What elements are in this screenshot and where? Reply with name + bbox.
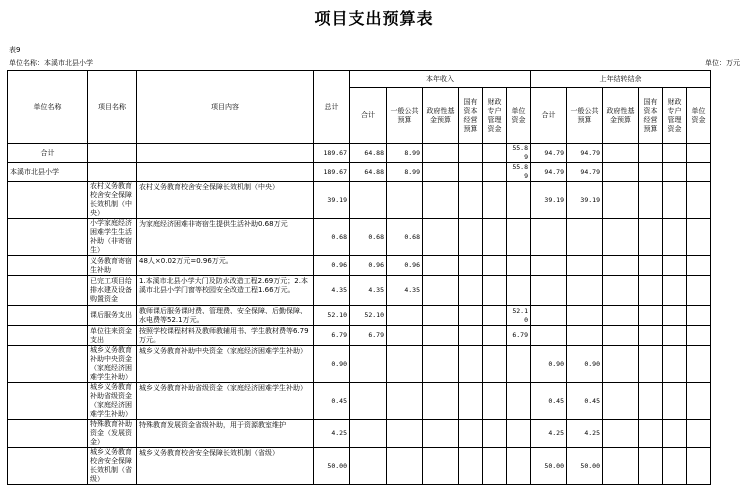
cell-project: 农村义务教育校舍安全保障长效机制（中央） [88,182,137,219]
table-row [8,420,711,448]
cell-unit [8,346,88,383]
cell-current [483,383,507,420]
cell-carryover [687,306,711,326]
table-row [8,163,711,182]
cell-carryover: 94.79 [567,163,603,182]
cell-carryover: 0.45 [567,383,603,420]
cell-carryover [687,346,711,383]
cell-unit [8,256,88,276]
cell-content: 为家庭经济困难非寄宿生提供生活补助0.68万元 [137,219,314,256]
cell-carryover: 94.79 [531,144,567,163]
cell-current [483,346,507,383]
table-row [8,306,711,326]
cell-carryover [687,276,711,306]
cell-carryover [687,448,711,485]
cell-total: 189.67 [314,163,350,182]
cell-current: 0.96 [350,256,387,276]
cell-current [350,346,387,383]
cell-current [483,219,507,256]
cell-carryover [531,306,567,326]
cell-unit [8,306,88,326]
cell-carryover [639,346,663,383]
cell-carryover [663,276,687,306]
cell-carryover [687,144,711,163]
cell-carryover: 4.25 [567,420,603,448]
cell-project: 课后服务支出 [88,306,137,326]
cell-current [483,144,507,163]
cell-carryover [639,182,663,219]
cell-current [459,144,483,163]
cell-carryover [639,276,663,306]
cell-carryover [639,144,663,163]
cell-current [483,256,507,276]
cell-current [483,326,507,346]
cell-current [483,163,507,182]
cell-carryover [603,346,639,383]
cell-unit [8,182,88,219]
cell-carryover [663,182,687,219]
header-col: 财政专户管理资金 [483,88,507,144]
cell-unit [8,448,88,485]
table-number: 表9 [9,46,21,54]
cell-current [507,276,531,306]
cell-current [507,182,531,219]
table-row [8,276,711,306]
cell-total: 0.68 [314,219,350,256]
cell-current: 4.35 [387,276,423,306]
cell-carryover [567,306,603,326]
cell-carryover [663,144,687,163]
cell-carryover [603,306,639,326]
cell-current [459,163,483,182]
cell-current: 52.10 [350,306,387,326]
cell-carryover [639,383,663,420]
cell-total: 189.67 [314,144,350,163]
cell-carryover [639,306,663,326]
cell-current [459,219,483,256]
cell-project: 城乡义务教育补助省级资金（家庭经济困难学生补助） [88,383,137,420]
cell-current: 52.10 [507,306,531,326]
cell-total: 4.25 [314,420,350,448]
cell-unit: 合计 [8,144,88,163]
header-col: 合计 [350,88,387,144]
cell-carryover: 4.25 [531,420,567,448]
cell-current: 0.68 [387,219,423,256]
cell-carryover [663,163,687,182]
cell-current: 4.35 [350,276,387,306]
cell-carryover [603,182,639,219]
header-col: 单位资金 [507,88,531,144]
header-carryover: 上年结转结余 [531,71,711,88]
cell-carryover [687,163,711,182]
cell-current: 8.99 [387,163,423,182]
cell-total: 0.90 [314,346,350,383]
cell-current [423,420,459,448]
cell-carryover [663,219,687,256]
cell-project: 特殊教育补助资金（发展资金） [88,420,137,448]
header-total: 总计 [314,71,350,144]
cell-carryover [687,383,711,420]
cell-carryover [663,383,687,420]
cell-current [423,276,459,306]
cell-content: 城乡义务教育补助中央资金（家庭经济困难学生补助） [137,346,314,383]
cell-project: 城乡义务教育校舍安全保障长效机制（省级） [88,448,137,485]
header-col: 合计 [531,88,567,144]
cell-carryover [603,383,639,420]
table-row [8,326,711,346]
cell-current: 6.79 [350,326,387,346]
cell-current [459,420,483,448]
cell-carryover: 39.19 [531,182,567,219]
cell-current [459,256,483,276]
cell-current [387,420,423,448]
cell-carryover [603,276,639,306]
cell-total: 0.45 [314,383,350,420]
cell-project: 义务教育寄宿生补助 [88,256,137,276]
table-row [8,144,711,163]
unit-measure: 单位：万元 [705,59,740,67]
cell-current [483,306,507,326]
cell-content: 特殊教育发展资金省级补助，用于资源教室维护 [137,420,314,448]
cell-total: 52.10 [314,306,350,326]
cell-current: 55.89 [507,144,531,163]
header-col: 一般公共预算 [387,88,423,144]
cell-current [387,182,423,219]
cell-current [350,182,387,219]
cell-carryover: 94.79 [567,144,603,163]
cell-current [423,256,459,276]
cell-content: 按照学校课程材料及教师教辅用书、学生教材费等6.79万元。 [137,326,314,346]
cell-project: 已完工项目给排水建及设备购置资金 [88,276,137,306]
cell-unit [8,219,88,256]
cell-carryover [687,256,711,276]
cell-current [387,326,423,346]
cell-carryover: 50.00 [567,448,603,485]
cell-carryover: 39.19 [567,182,603,219]
cell-current: 8.99 [387,144,423,163]
header-col: 一般公共预算 [567,88,603,144]
cell-carryover [567,326,603,346]
cell-current [507,346,531,383]
cell-current [387,383,423,420]
cell-current [507,420,531,448]
cell-carryover: 0.45 [531,383,567,420]
cell-carryover [663,346,687,383]
cell-project [88,163,137,182]
cell-total: 4.35 [314,276,350,306]
cell-project: 城乡义务教育补助中央资金（家庭经济困难学生补助） [88,346,137,383]
cell-current: 6.79 [507,326,531,346]
cell-carryover [639,256,663,276]
cell-content: 城乡义务教育补助省级资金（家庭经济困难学生补助） [137,383,314,420]
cell-current [350,383,387,420]
unit-name: 单位名称：本溪市北县小学 [9,59,93,67]
cell-project: 单位往来资金支出 [88,326,137,346]
cell-total: 39.19 [314,182,350,219]
cell-carryover [639,219,663,256]
cell-carryover: 0.90 [531,346,567,383]
cell-carryover [603,448,639,485]
header-col: 单位资金 [687,88,711,144]
header-project: 项目名称 [88,71,137,144]
cell-carryover [687,182,711,219]
cell-current [423,163,459,182]
cell-carryover [603,256,639,276]
cell-current [423,346,459,383]
cell-carryover [567,219,603,256]
cell-current [387,306,423,326]
header-col: 国有资本经营预算 [639,88,663,144]
cell-current [459,182,483,219]
cell-current [423,383,459,420]
cell-content: 教师课后服务课时费、管理费、安全保障、后勤保障、水电费等52.1万元。 [137,306,314,326]
cell-unit [8,383,88,420]
cell-content [137,144,314,163]
cell-carryover [567,276,603,306]
cell-current [387,346,423,383]
cell-current [423,448,459,485]
cell-carryover [663,326,687,346]
table-row [8,448,711,485]
cell-current [423,306,459,326]
cell-current [423,144,459,163]
cell-current: 64.88 [350,163,387,182]
header-current-income: 本年收入 [350,71,531,88]
cell-current [423,182,459,219]
cell-current [483,448,507,485]
cell-carryover [663,306,687,326]
cell-current: 55.89 [507,163,531,182]
cell-current: 64.88 [350,144,387,163]
cell-total: 0.96 [314,256,350,276]
header-unit: 单位名称 [8,71,88,144]
table-row [8,346,711,383]
cell-carryover [603,420,639,448]
cell-carryover [639,326,663,346]
cell-unit [8,276,88,306]
cell-content: 1.本溪市北县小学大门及防水改造工程2.69万元；2.本溪市北县小学门窗等校园安全改造工程1.66万元。 [137,276,314,306]
cell-carryover [639,420,663,448]
cell-current [507,383,531,420]
page-title: 项目支出预算表 [314,9,434,28]
cell-project: 小学家庭经济困难学生生活补助（非寄宿生） [88,219,137,256]
cell-current [483,420,507,448]
cell-carryover [603,219,639,256]
cell-total: 50.00 [314,448,350,485]
cell-carryover [603,326,639,346]
cell-current [507,256,531,276]
cell-carryover [567,256,603,276]
cell-carryover [663,448,687,485]
header-col: 政府性基金预算 [423,88,459,144]
cell-current [459,326,483,346]
cell-carryover [531,276,567,306]
project-expenditure-table [7,70,711,485]
header-content: 项目内容 [137,71,314,144]
cell-carryover: 50.00 [531,448,567,485]
cell-content: 城乡义务教育校舍安全保障长效机制（省级） [137,448,314,485]
cell-current: 0.96 [387,256,423,276]
cell-carryover [687,420,711,448]
cell-carryover [603,163,639,182]
cell-carryover [663,420,687,448]
table-row [8,219,711,256]
cell-project [88,144,137,163]
cell-content: 48人×0.02万元=0.96万元。 [137,256,314,276]
cell-unit [8,326,88,346]
header-col: 财政专户管理资金 [663,88,687,144]
cell-current [483,182,507,219]
cell-carryover [687,326,711,346]
cell-current [387,448,423,485]
header-col: 政府性基金预算 [603,88,639,144]
cell-current [459,346,483,383]
cell-unit [8,420,88,448]
cell-current [507,448,531,485]
cell-carryover [639,163,663,182]
cell-current [459,306,483,326]
cell-content: 农村义务教育校舍安全保障长效机制（中央） [137,182,314,219]
cell-current [483,276,507,306]
cell-current [350,420,387,448]
cell-content [137,163,314,182]
cell-current [459,276,483,306]
cell-carryover [531,256,567,276]
cell-unit: 本溪市北县小学 [8,163,88,182]
cell-current [350,448,387,485]
cell-carryover [603,144,639,163]
table-row [8,256,711,276]
cell-current [459,383,483,420]
cell-carryover [639,448,663,485]
cell-current [423,219,459,256]
cell-total: 6.79 [314,326,350,346]
cell-current: 0.68 [350,219,387,256]
cell-carryover [663,256,687,276]
cell-carryover [687,219,711,256]
table-row [8,383,711,420]
cell-current [459,448,483,485]
header-col: 国有资本经营预算 [459,88,483,144]
cell-carryover [531,219,567,256]
table-row [8,182,711,219]
cell-carryover [531,326,567,346]
cell-current [507,219,531,256]
cell-carryover: 0.90 [567,346,603,383]
cell-current [423,326,459,346]
cell-carryover: 94.79 [531,163,567,182]
